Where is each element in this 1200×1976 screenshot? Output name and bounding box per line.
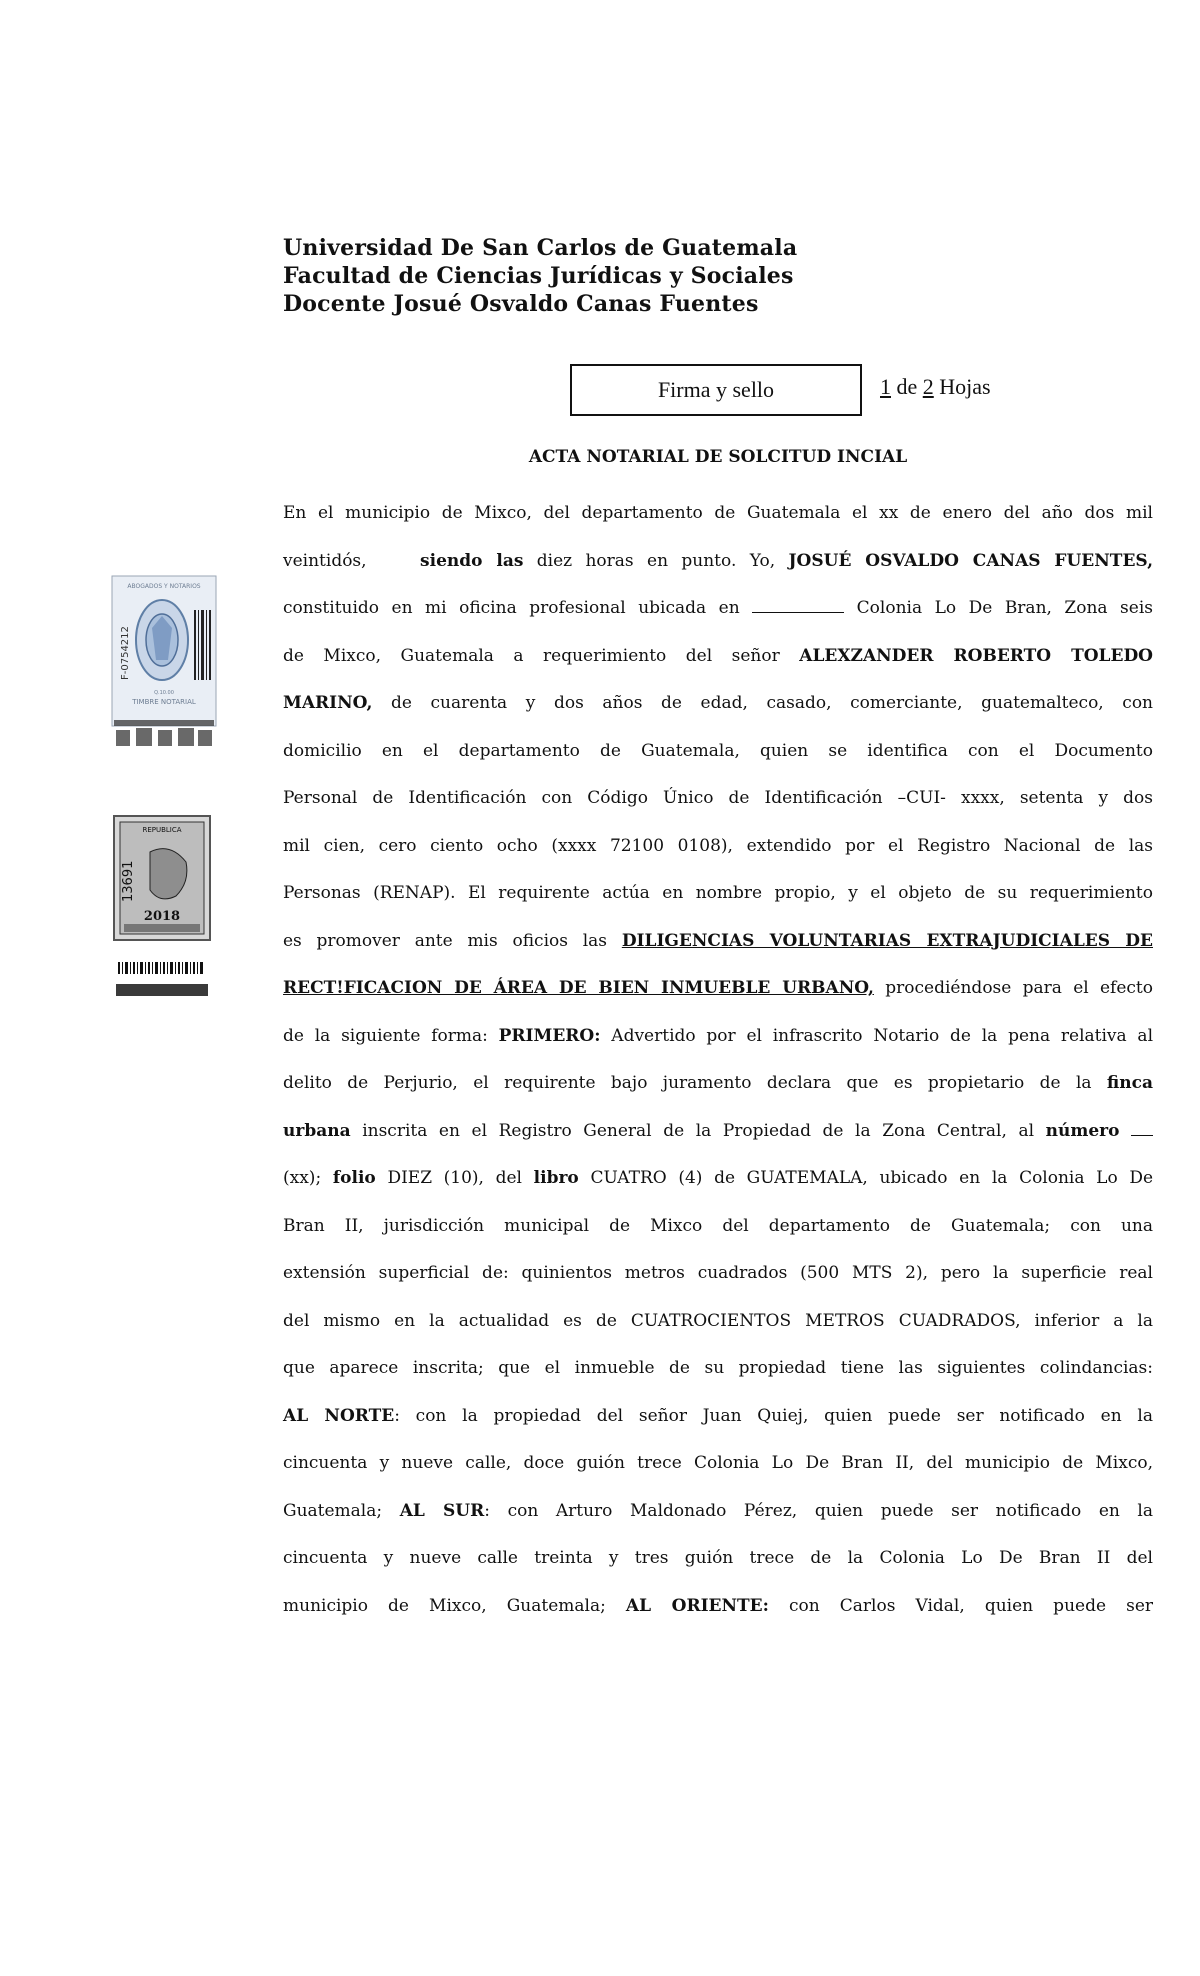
body-line: Personas (RENAP). El requirente actúa en nombre propio, y el objeto de su requerimiento (283, 883, 1153, 903)
teacher-name: Docente Josué Osvaldo Canas Fuentes (283, 291, 759, 317)
faculty-name: Facultad de Ciencias Jurídicas y Sociales (283, 263, 794, 289)
body-line: municipio de Mixco, Guatemala; AL ORIENTE: con Carlos Vidal, quien puede ser (283, 1595, 1154, 1616)
document-body (283, 490, 1153, 1630)
body-line: veintidós, siendo las diez horas en punto. Yo, JOSUÉ OSVALDO CANAS FUENTES, (283, 550, 1154, 571)
body-line: (xx); folio DIEZ (10), del libro CUATRO (4) de GUATEMALA, ubicado en la Colonia Lo De (283, 1168, 1154, 1188)
body-line: En el municipio de Mixco, del departamento de Guatemala el xx de enero del año dos mil (283, 503, 1153, 523)
body-line: RECT!FICACION DE ÁREA DE BIEN INMUEBLE URBANO, procediéndose para el efecto (283, 978, 1153, 998)
body-line: urbana inscrita en el Registro General de la Propiedad de la Zona Central, al número (283, 1108, 1153, 1156)
body-line: AL NORTE: con la propiedad del señor Juan Quiej, quien puede ser notificado en la (283, 1405, 1153, 1426)
blank-field (1131, 1121, 1153, 1136)
blank-field (752, 598, 844, 613)
stamp1-value: Q.10.00 (154, 690, 174, 696)
body-line: cincuenta y nueve calle, doce guión trece Colonia Lo De Bran II, del municipio de Mixco, (283, 1453, 1153, 1473)
body-line: Personal de Identificación con Código Único de Identificación –CUI- xxxx, setenta y dos (283, 788, 1153, 808)
stamp1-brand: ABOGADOS Y NOTARIOS (127, 583, 201, 590)
stamp2-serial: 13691 (121, 860, 136, 902)
stamp1-caption: TIMBRE NOTARIAL (132, 698, 196, 706)
body-line: del mismo en la actualidad es de CUATROCIENTOS METROS CUADRADOS, inferior a la (283, 1310, 1153, 1331)
body-line: es promover ante mis oficios las DILIGENCIAS VOLUNTARIAS EXTRAJUDICIALES DE (283, 930, 1153, 951)
document-header (283, 234, 797, 318)
university-name: Universidad De San Carlos de Guatemala (283, 235, 798, 261)
signature-box (570, 364, 862, 416)
stamp2-country: REPUBLICA (142, 826, 182, 834)
page-total: 2 (922, 374, 934, 399)
document-title: ACTA NOTARIAL DE SOLCITUD INCIAL (528, 447, 908, 467)
page-current: 1 (880, 374, 891, 399)
stamp2-year: 2018 (143, 909, 181, 924)
fiscal-stamp-image (110, 812, 214, 1022)
body-line: mil cien, cero ciento ocho (xxxx 72100 0108), extendido por el Registro Nacional de las (283, 835, 1153, 856)
body-line: MARINO, de cuarenta y dos años de edad, casado, comerciante, guatemalteco, con (283, 693, 1153, 713)
page-counter (880, 374, 991, 400)
body-line: extensión superficial de: quinientos metros cuadrados (500 MTS 2), pero la superficie real (283, 1263, 1153, 1283)
body-line: de Mixco, Guatemala a requerimiento del señor ALEXZANDER ROBERTO TOLEDO (283, 645, 1153, 666)
stamp1-serial: F-0754212 (120, 626, 131, 680)
body-line: de la siguiente forma: PRIMERO: Advertido por el infrascrito Notario de la pena relativa al (283, 1025, 1154, 1046)
body-line: Bran II, jurisdicción municipal de Mixco del departamento de Guatemala; con una (283, 1215, 1153, 1236)
notarial-stamp-image (104, 570, 224, 752)
body-line: domicilio en el departamento de Guatemala, quien se identifica con el Documento (283, 740, 1153, 761)
page-de: de (896, 374, 918, 399)
body-line: que aparece inscrita; que el inmueble de su propiedad tiene las siguientes colindancias: (283, 1358, 1153, 1378)
signature-box-label: Firma y sello (657, 377, 775, 402)
body-line: cincuenta y nueve calle treinta y tres guión trece de la Colonia Lo De Bran II del (283, 1548, 1153, 1568)
page-unit: Hojas (939, 374, 991, 399)
body-line: constituido en mi oficina profesional ubicada en Colonia Lo De Bran, Zona seis (283, 598, 1153, 618)
body-line: Guatemala; AL SUR: con Arturo Maldonado Pérez, quien puede ser notificado en la (283, 1500, 1154, 1521)
body-line: delito de Perjurio, el requirente bajo juramento declara que es propietario de la finca (283, 1073, 1154, 1093)
